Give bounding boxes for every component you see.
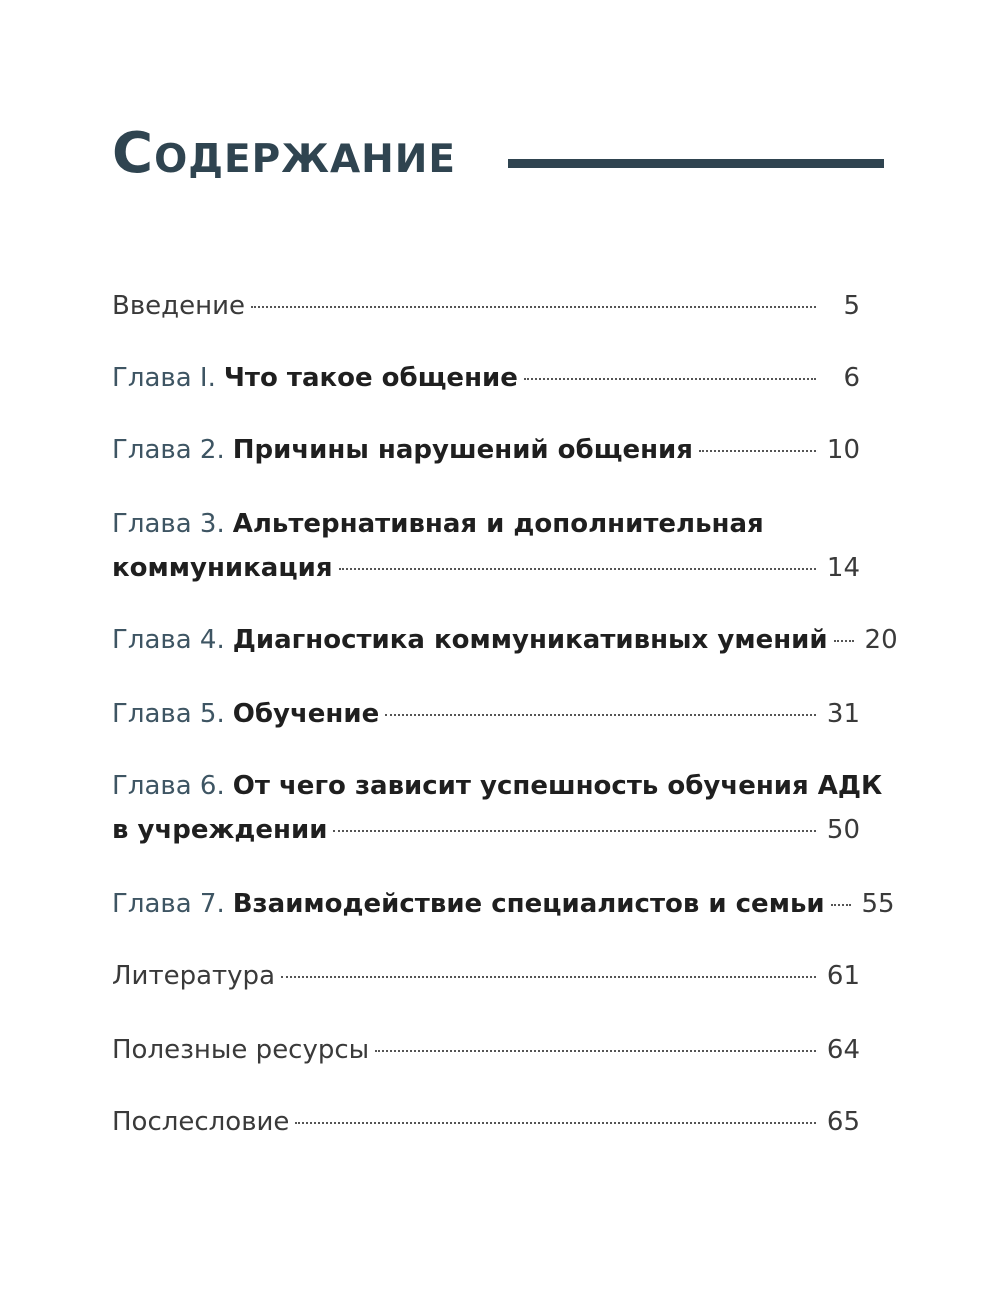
toc-entry-title: Введение xyxy=(112,291,246,321)
toc-page-number: 5 xyxy=(843,291,860,321)
toc-page-number: 10 xyxy=(826,435,860,465)
dot-leader xyxy=(333,830,816,832)
chapter-label: Глава 5. xyxy=(112,699,225,729)
toc-entry-useful-resources[interactable] xyxy=(112,1028,860,1072)
toc-entry-title-line-1: Альтернативная и дополнительная xyxy=(232,509,764,539)
toc-page-number: 65 xyxy=(826,1107,860,1137)
toc-page-number: 6 xyxy=(843,363,860,393)
chapter-label: Глава 3. xyxy=(112,509,225,539)
toc-entry-literature[interactable] xyxy=(112,954,860,998)
dot-leader xyxy=(375,1050,816,1052)
chapter-label: Глава 7. xyxy=(112,889,225,919)
toc-entry-title: Взаимодействие специалистов и семьи xyxy=(232,889,825,919)
toc-entry-title: Причины нарушений общения xyxy=(232,435,693,465)
toc-entry-title: Литература xyxy=(112,961,275,991)
toc-page-number: 55 xyxy=(861,889,895,919)
toc-entry-title: Что такое общение xyxy=(223,363,518,393)
toc-page-number: 50 xyxy=(826,815,860,845)
toc-entry-title: Послесловие xyxy=(112,1107,290,1137)
chapter-label: Глава 2. xyxy=(112,435,225,465)
toc-page-number: 14 xyxy=(826,553,860,583)
dot-leader xyxy=(295,1122,816,1124)
dot-leader xyxy=(251,306,816,308)
toc-entry-title-line-1: От чего зависит успешность обучения АДК xyxy=(232,771,883,801)
toc-page-number: 61 xyxy=(826,961,860,991)
dot-leader xyxy=(339,568,816,570)
chapter-label: Глава 6. xyxy=(112,771,225,801)
toc-page-number: 20 xyxy=(864,625,898,655)
contents-heading xyxy=(112,118,884,198)
toc-entry-chapter-5[interactable] xyxy=(112,692,860,736)
title-underline-rule xyxy=(508,159,884,168)
dot-leader xyxy=(834,640,854,642)
toc-entry-title-line-2: в учреждении xyxy=(112,815,328,845)
dot-leader xyxy=(831,904,851,906)
toc-page-number: 31 xyxy=(826,699,860,729)
dot-leader xyxy=(699,450,816,452)
dot-leader xyxy=(524,378,816,380)
toc-entry-chapter-3[interactable] xyxy=(112,502,860,590)
toc-entry-chapter-2[interactable] xyxy=(112,428,860,472)
dot-leader xyxy=(281,976,816,978)
toc-entry-afterword[interactable] xyxy=(112,1100,860,1144)
dot-leader xyxy=(385,714,816,716)
toc-entry-chapter-1[interactable] xyxy=(112,356,860,400)
toc-entry-title-line-2: коммуникация xyxy=(112,553,333,583)
chapter-label: Глава 4. xyxy=(112,625,225,655)
toc-page-number: 64 xyxy=(826,1035,860,1065)
toc-entry-chapter-4[interactable] xyxy=(112,618,898,662)
toc-entry-introduction[interactable] xyxy=(112,284,860,328)
toc-entry-title: Полезные ресурсы xyxy=(112,1035,370,1065)
toc-entry-chapter-7[interactable] xyxy=(112,882,895,926)
toc-entry-title: Обучение xyxy=(232,699,380,729)
page-title: Содержание xyxy=(112,121,457,186)
toc-entry-chapter-6[interactable] xyxy=(112,764,883,852)
chapter-label: Глава I. xyxy=(112,363,216,393)
toc-entry-title: Диагностика коммуникативных умений xyxy=(232,625,828,655)
